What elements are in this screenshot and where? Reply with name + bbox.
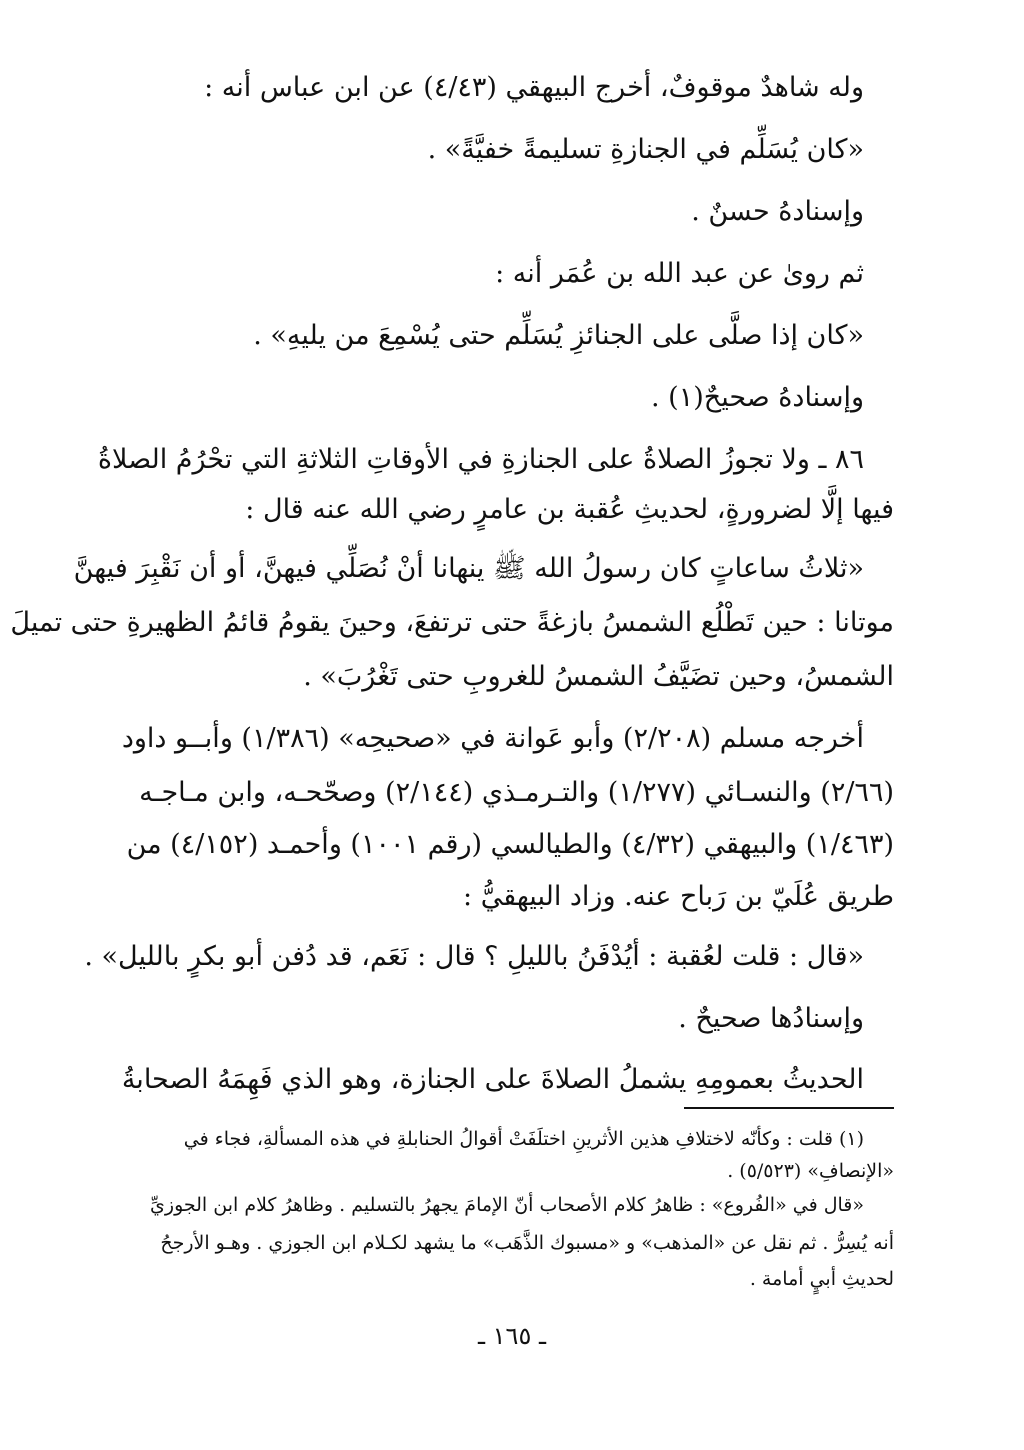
body-line: الحديثُ بعمومِهِ يشملُ الصلاةَ على الجنازة، وهو الذي فَهِمَهُ الصحابةُ — [121, 1064, 864, 1095]
footnote-line: (١) قلت : وكأنّه لاختلافِ هذين الأثرينِ اختلَفَتْ أقوالُ الحنابلةِ في هذه المسألةِ، فجاء في — [183, 1128, 864, 1150]
body-line: «ثلاثُ ساعاتٍ كان رسولُ الله ﷺ ينهانا أنْ نُصَلِّي فيهنَّ، أو أن نَقْبِرَ فيهنَّ — [73, 553, 864, 584]
body-line: أخرجه مسلم (٢/٢٠٨) وأبو عَوانة في «صحيحِه» (١/٣٨٦) وأبــو داود — [121, 723, 864, 754]
body-line: (٢/٦٦) والنسـائي (١/٢٧٧) والتـرمـذي (٢/١٤٤) وصحّحـه، وابن مـاجـه — [139, 777, 894, 808]
body-line: وإسنادهُ صحيحٌ(١) . — [651, 382, 864, 413]
body-line: وله شاهدٌ موقوفٌ، أخرج البيهقي (٤/٤٣) عن ابن عباس أنه : — [204, 72, 864, 103]
body-line: وإسنادُها صحيحٌ . — [678, 1003, 864, 1034]
footnote-line: «الإنصافِ» (٥/٥٢٣) . — [727, 1160, 894, 1182]
footnote-separator — [684, 1107, 894, 1109]
body-line: موتانا : حين تَطْلُع الشمسُ بازغةً حتى ترتفعَ، وحينَ يقومُ قائمُ الظهيرةِ حتى تميلَ — [10, 607, 894, 638]
body-line: (١/٤٦٣) والبيهقي (٤/٣٢) والطيالسي (رقم ١٠٠١) وأحمـد (٤/١٥٢) من — [126, 829, 894, 860]
body-line: فيها إلَّا لضرورةٍ، لحديثِ عُقبة بن عامرٍ رضي الله عنه قال : — [245, 494, 894, 525]
body-line: «قال : قلت لعُقبة : أيُدْفَنُ بالليلِ ؟ قال : نَعَم، قد دُفن أبو بكرٍ بالليل» . — [84, 941, 864, 972]
footnote-line: أنه يُسِرُّ . ثم نقل عن «المذهب» و «مسبوك الذَّهَب» ما يشهد لكـلام ابن الجوزي . وهـو الأرجحُ — [160, 1232, 894, 1254]
body-line: الشمسُ، وحين تضَيَّفُ الشمسُ للغروبِ حتى تَغْرُبَ» . — [303, 661, 894, 692]
footnote-line: «قال في «الفُروع» : ظاهرُ كلام الأصحاب أنّ الإمامَ يجهرُ بالتسليم . وظاهرُ كلام ابن الجوزيِّ — [150, 1194, 864, 1216]
footnote-line: لحديثِ أبيٍ أمامة . — [749, 1268, 894, 1290]
body-line: «كان إذا صلَّى على الجنائزِ يُسَلِّم حتى يُسْمِعَ من يليهِ» . — [253, 320, 864, 351]
body-line: ٨٦ ـ ولا تجوزُ الصلاةُ على الجنازةِ في الأوقاتِ الثلاثةِ التي تحْرُمُ الصلاةُ — [97, 444, 864, 475]
body-line: طريق عُلَيّ بن رَباح عنه. وزاد البيهقيُّ : — [463, 881, 894, 912]
page-number: ـ ١٦٥ ـ — [477, 1322, 546, 1350]
body-line: وإسنادهُ حسنٌ . — [691, 196, 864, 227]
body-line: «كان يُسَلِّم في الجنازةِ تسليمةً خفيَّةً» . — [427, 134, 864, 165]
body-line: ثم روىٰ عن عبد الله بن عُمَر أنه : — [495, 258, 864, 289]
